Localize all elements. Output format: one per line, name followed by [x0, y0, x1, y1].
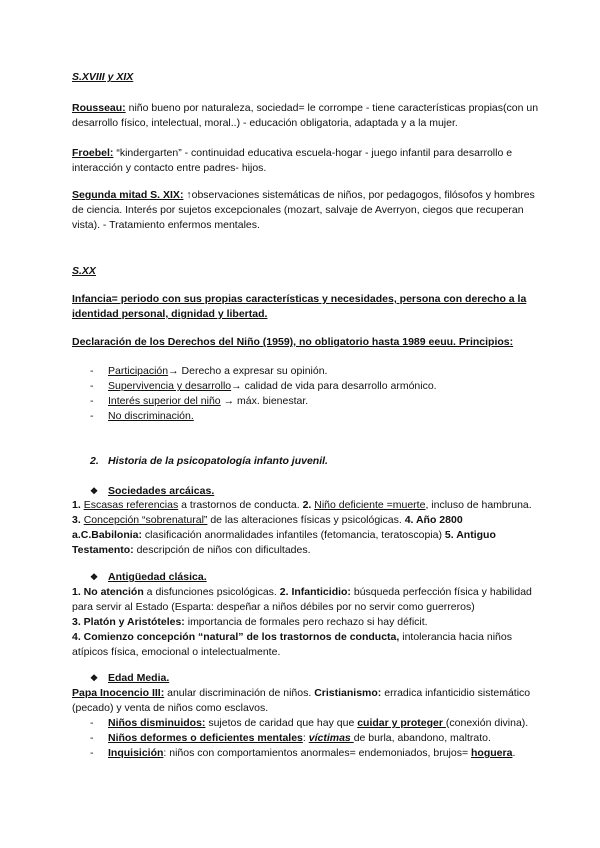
list-item: - No discriminación.	[90, 410, 194, 422]
text-rousseau: niño bueno por naturaleza, sociedad= le corrompe - tiene características propias(con un desarrollo físico, intelectual, moral..) - educación obligatoria, adaptada y a la mujer.	[72, 102, 539, 129]
text-segunda-mitad: ↑observaciones sistemáticas de niños, por pedagogos, filósofos y hombres de ciencia. Interés por sujetos excepcionales (mozart, salvaje de Averryon, ciegos que recuperan vista). - Tratamiento enfermos mentales.	[72, 189, 535, 231]
label-rousseau: Rousseau:	[72, 102, 126, 114]
subheading-clasica: ❖ Antigüedad clásica.	[90, 571, 207, 583]
paragraph-clasica: 1. No atención a disfunciones psicológicas. 2. Infanticidio: búsqueda perfección física y habilidad para servir al Estado (Esparta: despeñar a niños débiles por no servir como guerreros) 3. Platón y Aristóteles: importancia de formales pero rechazo si hay déficit. 4. Comienzo concepción “natural” de los trastornos de conducta, intolerancia hacia niños atípicos física, emocional o intelectualmente.	[72, 586, 532, 658]
text-froebel: “kindergarten” - continuidad educativa escuela-hogar - juego infantil para desarrollo e interacción y contacto entre padres- hijos.	[72, 147, 513, 174]
media-list	[90, 716, 550, 761]
diamond-bullet-icon: ❖	[90, 572, 99, 582]
numbered-heading-historia: 2. Historia de la psicopatología infanto juvenil.	[90, 455, 328, 467]
section-heading-s20: S.XX	[72, 265, 96, 277]
list-item: - Interés superior del niño → máx. bienestar.	[90, 395, 309, 407]
paragraph-rousseau	[72, 101, 542, 131]
label-segunda-mitad: Segunda mitad S. XIX:	[72, 189, 184, 201]
paragraph-declaracion: Declaración de los Derechos del Niño (1959), no obligatorio hasta 1989 eeuu. Principios:	[72, 336, 514, 348]
label-froebel: Froebel:	[72, 147, 114, 159]
list-item: - Niños disminuidos: sujetos de caridad que hay que cuidar y proteger (conexión divina).	[90, 717, 529, 729]
paragraph-froebel	[72, 146, 542, 176]
list-item: - Inquisición: niños con comportamientos anormales= endemoniados, brujos= hoguera.	[90, 747, 516, 759]
subheading-media: ❖ Edad Media.	[90, 672, 170, 684]
paragraph-segunda-mitad	[72, 188, 542, 233]
list-item: - Participación→ Derecho a expresar su opinión.	[90, 365, 328, 377]
diamond-bullet-icon: ❖	[90, 486, 99, 496]
section-heading-s18: S.XVIII y XIX	[72, 71, 134, 83]
diamond-bullet-icon: ❖	[90, 673, 99, 683]
principles-list	[90, 364, 550, 424]
paragraph-arcaicas: 1. Escasas referencias a trastornos de conducta. 2. Niño deficiente =muerte, incluso de hambruna. 3. Concepción “sobrenatural” de las alteraciones físicas y psicológicas. 4. Año 2800 a.C.Babilonia: clasificación anormalidades infantiles (fetomancia, teratoscopia) 5. Antiguo Testamento: descripción de niños con dificultades.	[72, 499, 532, 556]
paragraph-infancia: Infancia= periodo con sus propias características y necesidades, persona con derecho a la identidad personal, dignidad y libertad.	[72, 293, 527, 320]
list-item: - Niños deformes o deficientes mentales: víctimas de burla, abandono, maltrato.	[90, 732, 491, 744]
paragraph-media: Papa Inocencio III: anular discriminación de niños. Cristianismo: erradica infanticidio sistemático (pecado) y venta de niños como esclavos.	[72, 687, 531, 714]
list-item: - Supervivencia y desarrollo→ calidad de vida para desarrollo armónico.	[90, 380, 437, 392]
subheading-arcaicas: ❖ Sociedades arcáicas.	[90, 485, 215, 497]
